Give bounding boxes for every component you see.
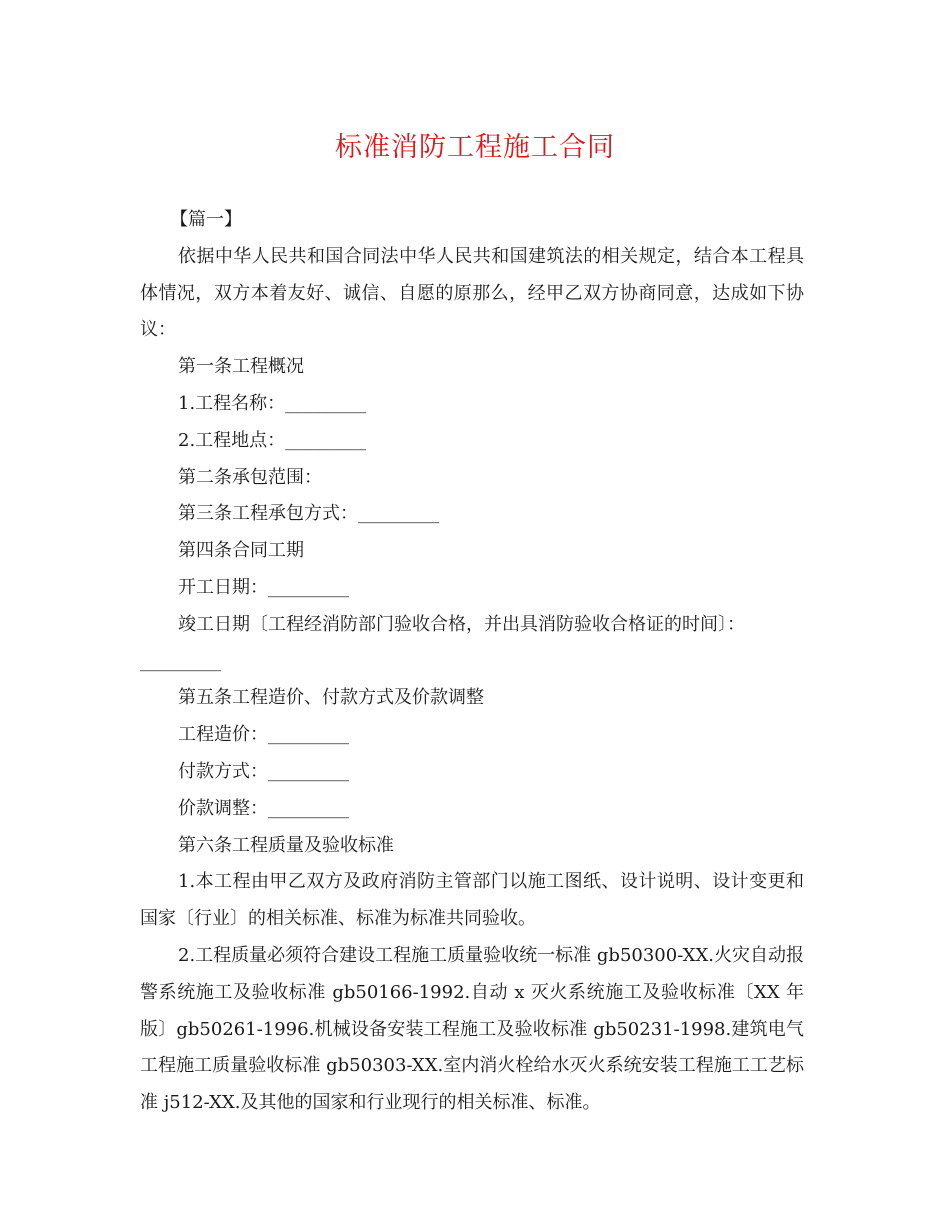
document-body [140, 202, 804, 1122]
payment-method-line: 付款方式：_________ [178, 760, 349, 782]
project-name-line: 1.工程名称：_________ [178, 392, 367, 414]
article-6-item-1: 1.本工程由甲乙双方及政府消防主管部门以施工图纸、设计说明、设计变更和国家〔行业〕的相关标准、标准为标准共同验收。 [140, 871, 804, 930]
document-title: 标准消防工程施工合同 [335, 132, 615, 163]
completion-date-line: 竣工日期〔工程经消防部门验收合格，并出具消防验收合格证的时间〕： [178, 613, 745, 635]
article-6-item-2: 2.工程质量必须符合建设工程施工质量验收统一标准 gb50300-XX.火灾自动报警系统施工及验收标准 gb50166-1992.自动 x 灭火系统施工及验收标准〔XX 年版〕gb50261-1996.机械设备安装工程施工及验收标准 gb50231-1998.建筑电气工程施工质量验收标准 gb50303-XX.室内消火栓给水灭火系统安装工程施工工艺标准 j512-XX.及其他的国家和行业现行的相关标准、标准。 [140, 944, 804, 1114]
intro-paragraph: 依据中华人民共和国合同法中华人民共和国建筑法的相关规定，结合本工程具体情况，双方本着友好、诚信、自愿的原那么，经甲乙双方协商同意，达成如下协议： [140, 245, 804, 341]
project-location-line: 2.工程地点：_________ [178, 429, 367, 451]
completion-date-blank: _________ [140, 650, 221, 672]
article-5-title: 第五条工程造价、付款方式及价款调整 [178, 687, 484, 709]
article-3-title: 第三条工程承包方式：_________ [178, 503, 439, 525]
article-6-title: 第六条工程质量及验收标准 [178, 834, 394, 856]
article-1-title: 第一条工程概况 [178, 356, 304, 378]
project-price-line: 工程造价：_________ [178, 724, 349, 746]
article-4-title: 第四条合同工期 [178, 540, 304, 562]
price-adjustment-line: 价款调整：_________ [178, 797, 349, 819]
article-2-title: 第二条承包范围： [178, 466, 322, 488]
section-tag: 【篇一】 [170, 209, 242, 230]
start-date-line: 开工日期：_________ [178, 576, 349, 598]
